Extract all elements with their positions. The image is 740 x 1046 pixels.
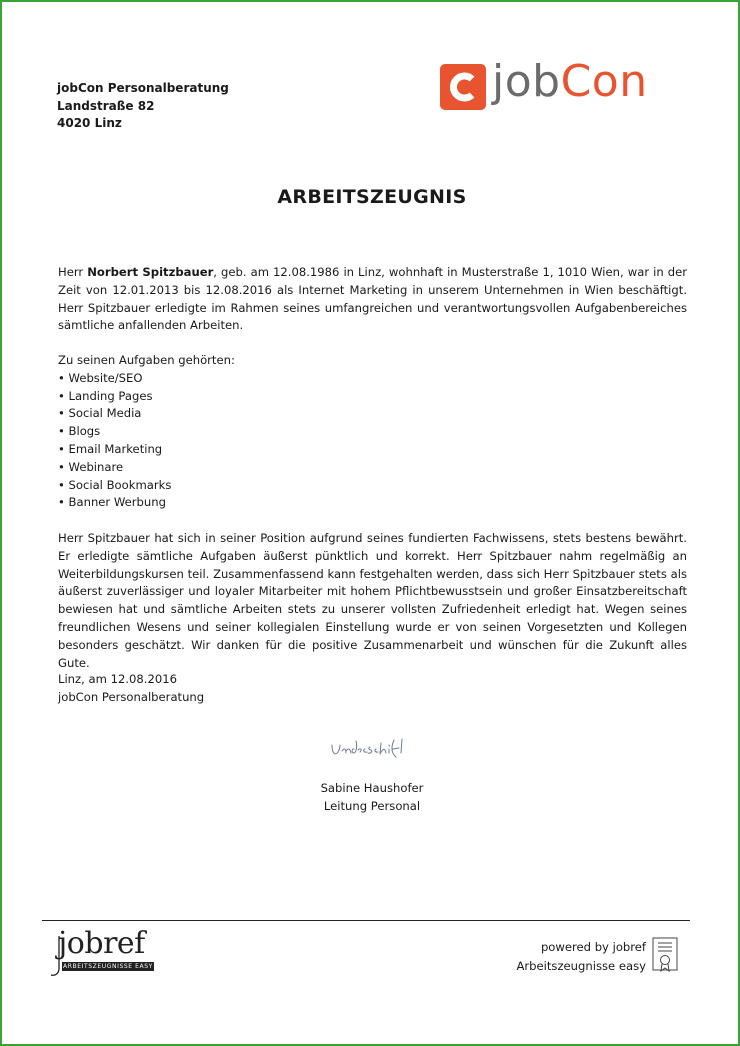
task-item: • Banner Werbung [58, 494, 687, 512]
sender-address [57, 80, 229, 133]
tasks-section [58, 352, 687, 512]
task-item: • Blogs [58, 423, 687, 441]
tasks-heading: Zu seinen Aufgaben gehörten: [58, 353, 235, 367]
task-item: • Website/SEO [58, 370, 687, 388]
employee-name: Norbert Spitzbauer [87, 265, 214, 279]
closing-block [58, 671, 687, 707]
signature-image [330, 737, 418, 761]
summary-paragraph: Herr Spitzbauer hat sich in seiner Position aufgrund seines fundierten Fachwissens, stets bestens bewährt. Er erledigte sämtliche Aufgaben äußerst pünktlich und korrekt. Herr Spitzbauer nahm regelmäßig an Weiterbildungskursen teil. Zusammenfassend kann festgehalten werden, dass sich Herr Spitzbauer stets als äußerst zuverlässiger und loyaler Mitarbeiter mit hohem Pflichtbewusstsein und großer Einsatzbereitschaft bewiesen hat und sämtliche Arbeiten stets zu unserer vollsten Zufriedenheit erledigt hat. Wegen seines freundlichen Wesens und seiner kollegialen Einstellung wurde er von seinen Vorgesetzten und Kollegen besonders geschätzt. Wir danken für die positive Zusammenarbeit und wünschen für die Zukunft alles Gute. [58, 531, 687, 670]
jobref-tagline: ARBEITSZEUGNISSE EASY [63, 963, 153, 970]
footer-divider [42, 920, 690, 921]
logo-text-job: job [492, 56, 561, 107]
intro-prefix: Herr [58, 265, 88, 279]
signer-name: Sabine Haushofer [320, 781, 424, 795]
jobref-logo [50, 926, 160, 978]
task-item: • Landing Pages [58, 388, 687, 406]
jobref-wordmark: jobref [58, 926, 145, 961]
signature-text: Unterschrift [330, 737, 336, 738]
sender-city: 4020 Linz [57, 116, 122, 130]
logo-text-con: Con [560, 56, 648, 107]
closing-company: jobCon Personalberatung [58, 689, 205, 704]
sender-company: jobCon Personalberatung [57, 81, 229, 95]
tasks-list [58, 370, 687, 512]
jobcon-logo [440, 56, 690, 114]
intro-paragraph [58, 264, 687, 335]
task-item: • Social Media [58, 405, 687, 423]
jobcon-c-logo-icon [440, 64, 486, 110]
certificate-icon [652, 937, 678, 973]
intro-text: , geb. am 12.08.1986 in Linz, wohnhaft in Musterstraße 1, 1010 Wien, war in der Zeit von 12.01.2013 bis 12.08.2016 als Internet Marketing in unserem Unternehmen in Wien beschäftigt. Herr Spitzbauer erledigte im Rahmen seines umfangreichen und verantwortungsvollen Aufgabenbereiches sämtliche anfallenden Arbeiten. [58, 265, 687, 333]
task-item: • Social Bookmarks [58, 477, 687, 495]
signer-block [2, 779, 740, 815]
logo-wordmark [492, 56, 648, 107]
powered-by-block [502, 938, 646, 975]
signer-role: Leitung Personal [323, 799, 421, 813]
place-date: Linz, am 12.08.2016 [58, 672, 177, 686]
powered-line-1: powered by jobref [540, 940, 646, 954]
task-item: • Webinare [58, 459, 687, 477]
sender-street: Landstraße 82 [57, 98, 155, 113]
document-title: ARBEITSZEUGNIS [277, 186, 467, 208]
powered-line-2: Arbeitszeugnisse easy [516, 958, 646, 973]
task-item: • Email Marketing [58, 441, 687, 459]
